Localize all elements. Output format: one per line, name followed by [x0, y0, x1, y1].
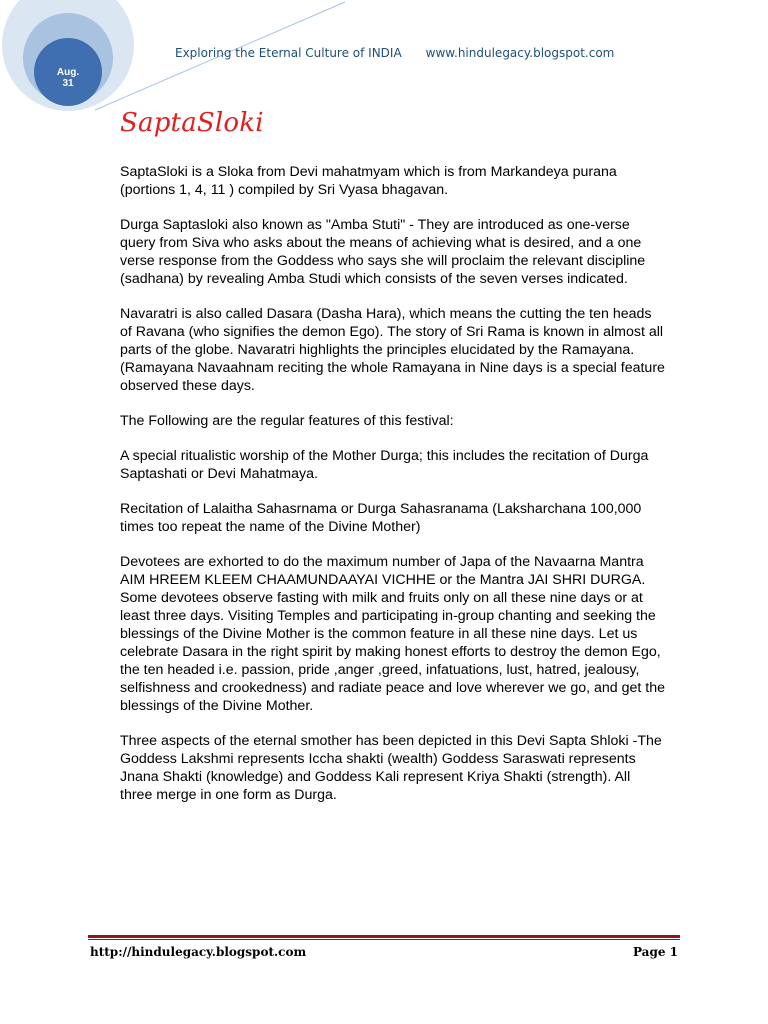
- paragraph: Navaratri is also called Dasara (Dasha Hara), which means the cutting the ten heads of Ravana (who signifies the demon Ego). The story of Sri Rama is known in almost all parts of the globe. Navaratri highlights the principles elucidated by the Ramayana. (Ramayana Navaahnam reciting the whole Ramayana in Nine days is a special feature observed these days.: [120, 306, 665, 394]
- paragraph: A special ritualistic worship of the Mother Durga; this includes the recitation of Durga Saptashati or Devi Mahatmaya.: [120, 448, 649, 482]
- footer-divider: [88, 935, 680, 940]
- header-decoration: [0, 0, 768, 140]
- date-badge: Aug. 31: [56, 67, 80, 89]
- paragraph: Devotees are exhorted to do the maximum number of Japa of the Navaarna Mantra AIM HREEM KLEEM CHAAMUNDAAYAI VICHHE or the Mantra JAI SHRI DURGA. Some devotees observe fasting with milk and fruits only on all these nine days or at least three days. Visiting Temples and participating in-group chanting and seeking the blessings of the Divine Mother is the common feature in all these nine days. Let us celebrate Dasara in the right spirit by making honest efforts to destroy the demon Ego, the ten headed i.e. passion, pride ,anger ,greed, infatuations, lust, hatred, jealousy, selfishness and crookedness) and radiate peace and love wherever we go, and get the blessings of the Divine Mother.: [120, 554, 665, 714]
- page-header: [175, 46, 614, 60]
- paragraph: Recitation of Lalaitha Sahasrnama or Durga Sahasranama (Laksharchana 100,000 times too repeat the name of the Divine Mother): [120, 501, 642, 535]
- footer-url[interactable]: http://hindulegacy.blogspot.com: [90, 945, 307, 959]
- circle-decoration: [0, 0, 768, 140]
- article-body: [120, 163, 665, 821]
- page-title: SaptaSloki: [120, 108, 264, 138]
- paragraph: The Following are the regular features of this festival:: [120, 413, 454, 429]
- page-number: Page 1: [632, 945, 678, 959]
- paragraph: SaptaSloki is a Sloka from Devi mahatmyam which is from Markandeya purana (portions 1, 4, 11 ) compiled by Sri Vyasa bhagavan.: [120, 164, 617, 198]
- paragraph: Durga Saptasloki also known as "Amba Stuti" - They are introduced as one-verse query from Siva who asks about the means of achieving what is desired, and a one verse response from the Goddess who says she will proclaim the relevant discipline (sadhana) by revealing Amba Studi which consists of the seven verses indicated.: [120, 217, 646, 287]
- paragraph: Three aspects of the eternal smother has been depicted in this Devi Sapta Shloki -The Goddess Lakshmi represents Iccha shakti (wealth) Goddess Saraswati represents Jnana Shakti (knowledge) and Goddess Kali represent Kriya Shakti (strength). All three merge in one form as Durga.: [120, 733, 662, 803]
- header-website[interactable]: www.hindulegacy.blogspot.com: [425, 46, 615, 60]
- header-tagline: Exploring the Eternal Culture of INDIA: [175, 46, 402, 60]
